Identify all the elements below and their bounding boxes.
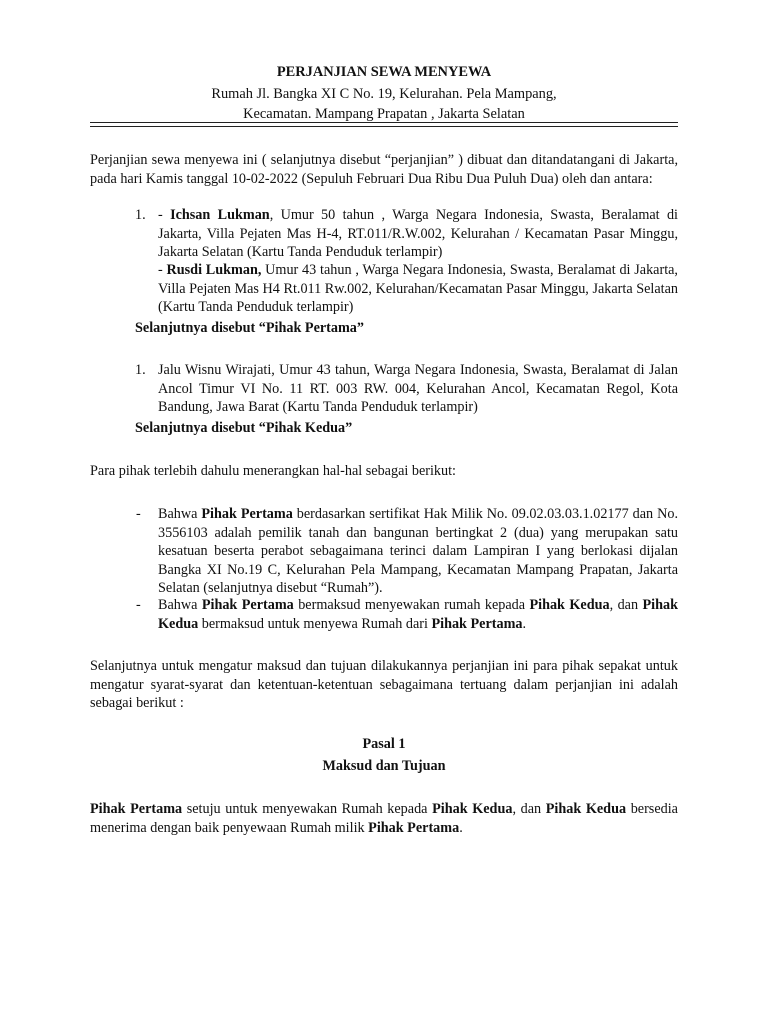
recital-2-text-1: Bahwa [158, 597, 202, 613]
recital-2-bold-1: Pihak Pertama [201, 597, 294, 613]
party1-person-b-name: Rusdi Lukman, [166, 262, 262, 278]
recital-2-text-3: , dan [609, 597, 643, 613]
pasal-number: Pasal 1 [362, 736, 406, 752]
party2-details: Jalu Wisnu Wirajati, Umur 43 tahun, Warga Negara Indonesia, Swasta, Beralamat di Jalan Ancol Timur VI No. 11 RT. 003 RW. 004, Kelurahan Ancol, Kecamatan Regol, Kota Bandung, Jawa Barat (Kartu Tanda Penduduk terlampir) [158, 362, 678, 415]
address-line-2: Kecamatan. Mampang Prapatan , Jakarta Selatan [243, 106, 525, 122]
recital-1-bold-1: Pihak Pertama [201, 506, 293, 522]
party1-person-a-prefix: - [158, 207, 171, 223]
recital-1-text-2: berdasarkan sertifikat Hak Milik No. 09.02.03.03.1.02177 dan No. 3556103 adalah pemilik tanah dan bangunan bertingkat 2 (dua) yang merupakan satu kesatuan beserta perabot sebagaimana terinci dalam Lampiran I yang berlokasi dijalan Bangka XI No.19 C, Kelurahan Pela Mampang, Kecamatan Mampang Prapatan, Jakarta Selatan (selanjutnya disebut “Rumah”). [158, 506, 678, 596]
pasal-1-text-2: , dan [512, 801, 546, 817]
recital-2 [158, 596, 678, 633]
pasal-1-text-3: bersedia menerima dengan baik penyewaan Rumah milik [90, 801, 678, 836]
address-line-1: Rumah Jl. Bangka XI C No. 19, Kelurahan. Pela Mampang, [211, 86, 557, 102]
recital-1 [158, 505, 678, 598]
party1-person-a-details: , Umur 50 tahun , Warga Negara Indonesia, Swasta, Beralamat di Jakarta, Villa Pejaten Mas H-4, RT.011/R.W.002, Kelurahan / Kecamatan Pasar Minggu, Jakarta Selatan (Kartu Tanda Penduduk terlampir) [158, 207, 678, 260]
recital-1-text-1: Bahwa [158, 506, 202, 522]
pasal-1-bold-2: Pihak Kedua [432, 801, 513, 817]
recital-2-dash: - [136, 597, 141, 613]
party2-number: 1. [135, 362, 146, 378]
recital-2-text-4: bermaksud untuk menyewa Rumah dari [198, 615, 432, 632]
recital-2-bold-3: Pihak Kedua [158, 597, 678, 632]
title-divider-bottom [90, 126, 678, 127]
party1-person-b [158, 261, 678, 317]
party2-designation: Selanjutnya disebut “Pihak Kedua” [135, 420, 353, 436]
party1-person-b-prefix: - [158, 262, 167, 278]
intro-paragraph: Perjanjian sewa menyewa ini ( selanjutnya disebut “perjanjian” ) dibuat dan ditandatangani di Jakarta, pada hari Kamis tanggal 10-02-2022 (Sepuluh Februari Dua Ribu Dua Puluh Dua) oleh dan antara: [90, 152, 678, 187]
recital-1-dash: - [136, 506, 141, 522]
recital-2-bold-4: Pihak Pertama [431, 615, 523, 632]
recital-2-text-5: . [522, 615, 527, 632]
pasal-1-text-1: setuju untuk menyewakan Rumah kepada [182, 801, 433, 817]
title-divider-top [90, 122, 678, 123]
recital-2-text-2: bermaksud menyewakan rumah kepada [293, 597, 530, 613]
recital-intro: Para pihak terlebih dahulu menerangkan hal-hal sebagai berikut: [90, 463, 456, 479]
pasal-1-text-4: . [459, 819, 463, 836]
pasal-1-bold-3: Pihak Kedua [545, 801, 627, 817]
pasal-1-bold-4: Pihak Pertama [368, 819, 460, 836]
document-title: PERJANJIAN SEWA MENYEWA [276, 64, 492, 80]
party1-number: 1. [135, 207, 146, 223]
party1-designation: Selanjutnya disebut “Pihak Pertama” [135, 320, 364, 336]
pasal-heading: Maksud dan Tujuan [322, 758, 446, 774]
party1-person-b-details: Umur 43 tahun , Warga Negara Indonesia, Swasta, Beralamat di Jakarta, Villa Pejaten Mas H4 Rt.011 Rw.002, Kelurahan/Kecamatan Pasar Minggu, Jakarta Selatan (Kartu Tanda Penduduk terlampir) [158, 262, 678, 315]
recital-2-bold-2: Pihak Kedua [529, 597, 610, 613]
pasal-1-text [90, 800, 678, 837]
next-paragraph: Selanjutnya untuk mengatur maksud dan tujuan dilakukannya perjanjian ini para pihak sepakat untuk mengatur syarat-syarat dan ketentuan-ketentuan sebagaimana tertuang dalam perjanjian ini adalah sebagai berikut : [90, 658, 678, 711]
party1-person-a [158, 206, 678, 262]
party1-person-a-name: Ichsan Lukman [170, 207, 270, 223]
pasal-1-bold-1: Pihak Pertama [90, 801, 183, 817]
